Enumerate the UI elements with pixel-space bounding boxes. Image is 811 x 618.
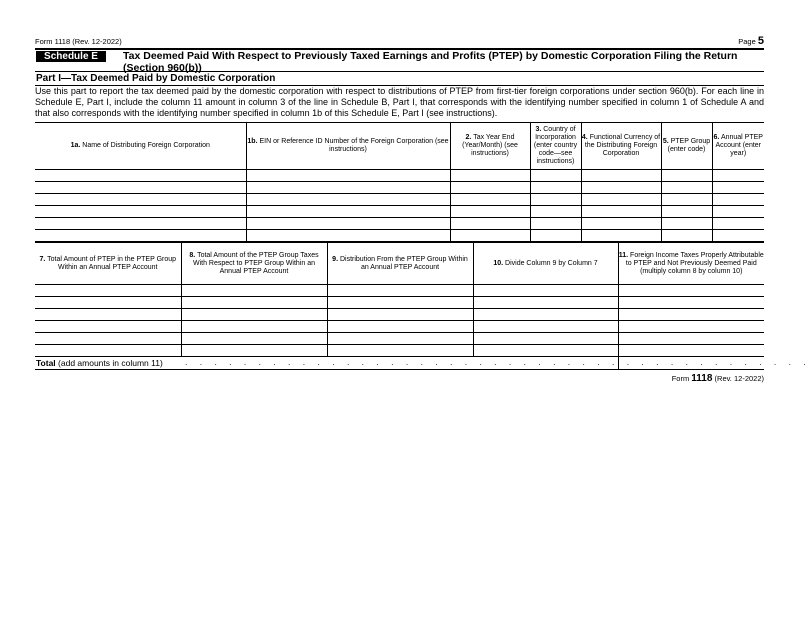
col-2-header: 2. Tax Year End (Year/Month) (see instructions) — [450, 123, 530, 170]
table-part1-columns-1-6 — [35, 122, 764, 242]
cell-input[interactable] — [246, 206, 450, 218]
cell-input[interactable] — [327, 321, 473, 333]
cell-input[interactable] — [327, 297, 473, 309]
cell-input[interactable] — [35, 206, 246, 218]
cell-input[interactable] — [473, 297, 618, 309]
col-11-header: 11. Foreign Income Taxes Properly Attributable to PTEP and Not Previously Deemed Paid (multiply column 8 by column 10) — [618, 243, 764, 285]
cell-input[interactable] — [618, 345, 764, 357]
cell-input[interactable] — [530, 218, 581, 230]
table-row — [35, 206, 764, 218]
cell-input[interactable] — [35, 309, 181, 321]
cell-input[interactable] — [246, 194, 450, 206]
col-8-header: 8. Total Amount of the PTEP Group Taxes With Respect to PTEP Group Within an Annual PTEP Account — [181, 243, 327, 285]
table-part1-columns-7-11 — [35, 242, 764, 357]
cell-input[interactable] — [327, 309, 473, 321]
cell-input[interactable] — [35, 333, 181, 345]
cell-input[interactable] — [661, 230, 712, 242]
table-row — [35, 321, 764, 333]
cell-input[interactable] — [246, 230, 450, 242]
cell-input[interactable] — [450, 170, 530, 182]
cell-input[interactable] — [661, 218, 712, 230]
cell-input[interactable] — [581, 218, 661, 230]
table2-header-row — [35, 243, 764, 285]
form-revision: Form 1118 (Rev. 12-2022) — [35, 37, 122, 46]
cell-input[interactable] — [712, 170, 764, 182]
cell-input[interactable] — [473, 345, 618, 357]
col-9-header: 9. Distribution From the PTEP Group Within an Annual PTEP Account — [327, 243, 473, 285]
total-label: Total (add amounts in column 11) — [36, 358, 163, 368]
part-header — [35, 71, 764, 86]
cell-input[interactable] — [473, 321, 618, 333]
cell-input[interactable] — [450, 230, 530, 242]
table-row — [35, 285, 764, 297]
cell-input[interactable] — [712, 230, 764, 242]
cell-input[interactable] — [246, 170, 450, 182]
cell-input[interactable] — [181, 285, 327, 297]
cell-input[interactable] — [530, 230, 581, 242]
cell-input[interactable] — [181, 297, 327, 309]
cell-input[interactable] — [712, 218, 764, 230]
cell-input[interactable] — [35, 218, 246, 230]
page-label: Page — [738, 37, 756, 46]
cell-input[interactable] — [181, 345, 327, 357]
cell-input[interactable] — [581, 170, 661, 182]
table-row — [35, 194, 764, 206]
cell-input[interactable] — [35, 285, 181, 297]
cell-input[interactable] — [618, 321, 764, 333]
cell-input[interactable] — [450, 218, 530, 230]
cell-input[interactable] — [530, 194, 581, 206]
cell-input[interactable] — [181, 321, 327, 333]
cell-input[interactable] — [246, 218, 450, 230]
cell-input[interactable] — [618, 333, 764, 345]
cell-input[interactable] — [35, 194, 246, 206]
page-number — [738, 35, 764, 47]
cell-input[interactable] — [35, 297, 181, 309]
cell-input[interactable] — [450, 206, 530, 218]
cell-input[interactable] — [473, 285, 618, 297]
col-1b-header: 1b. EIN or Reference ID Number of the Foreign Corporation (see instructions) — [246, 123, 450, 170]
table-row — [35, 297, 764, 309]
top-line — [35, 35, 764, 49]
schedule-title: Tax Deemed Paid With Respect to Previously Taxed Earnings and Profits (PTEP) by Domestic Corporation Filing the Return (Section 960(b)) — [123, 50, 738, 74]
cell-input[interactable] — [618, 297, 764, 309]
page-number-value: 5 — [757, 35, 764, 47]
cell-input[interactable] — [530, 182, 581, 194]
table-row — [35, 170, 764, 182]
cell-input[interactable] — [181, 309, 327, 321]
cell-input[interactable] — [581, 194, 661, 206]
table-row — [35, 333, 764, 345]
col-6-header: 6. Annual PTEP Account (enter year) — [712, 123, 764, 170]
cell-input[interactable] — [581, 206, 661, 218]
footer-form-number: 1118 — [691, 373, 713, 384]
total-amount-input[interactable] — [618, 357, 765, 369]
cell-input[interactable] — [581, 230, 661, 242]
cell-input[interactable] — [35, 321, 181, 333]
cell-input[interactable] — [661, 182, 712, 194]
col-7-header: 7. Total Amount of PTEP in the PTEP Group Within an Annual PTEP Account — [35, 243, 181, 285]
cell-input[interactable] — [530, 170, 581, 182]
table-row — [35, 345, 764, 357]
footer-revision: (Rev. 12-2022) — [714, 374, 764, 383]
table-row — [35, 309, 764, 321]
cell-input[interactable] — [35, 182, 246, 194]
schedule-badge: Schedule E — [36, 51, 106, 62]
col-10-header: 10. Divide Column 9 by Column 7 — [473, 243, 618, 285]
table-row — [35, 230, 764, 242]
leader-dots: . . . . . . . . . . . . . . . . . . . . . . . . . . . . . . . . . . . . . . . . . . . — [185, 357, 811, 367]
col-4-header: 4. Functional Currency of the Distributing Foreign Corporation — [581, 123, 661, 170]
cell-input[interactable] — [450, 194, 530, 206]
cell-input[interactable] — [327, 345, 473, 357]
cell-input[interactable] — [712, 182, 764, 194]
cell-input[interactable] — [661, 194, 712, 206]
instructions-text: Use this part to report the tax deemed paid by the domestic corporation with respect to distributions of PTEP from first-tier foreign corporations under section 960(b). For each line in Schedule E, Part I, include the column 11 amount in column 3 of the line in Schedule B, Part I, that corresponds with the identifying number specified in column 1 of Schedule A and that also corresponds with the identifying number specified in column 1b of this Schedule E, Part I (see instructions). — [35, 86, 764, 118]
table-row — [35, 218, 764, 230]
cell-input[interactable] — [712, 206, 764, 218]
cell-input[interactable] — [327, 285, 473, 297]
cell-input[interactable] — [473, 333, 618, 345]
form-footer — [672, 373, 764, 384]
col-3-header: 3. Country of Incorporation (enter country code—see instructions) — [530, 123, 581, 170]
cell-input[interactable] — [35, 170, 246, 182]
total-row — [35, 357, 811, 370]
cell-input[interactable] — [661, 170, 712, 182]
footer-form-label: Form — [671, 374, 690, 383]
cell-input[interactable] — [35, 345, 181, 357]
cell-input[interactable] — [473, 309, 618, 321]
table-row — [35, 182, 764, 194]
cell-input[interactable] — [181, 333, 327, 345]
cell-input[interactable] — [712, 194, 764, 206]
cell-input[interactable] — [581, 182, 661, 194]
part-title: Part I—Tax Deemed Paid by Domestic Corporation — [36, 73, 276, 84]
cell-input[interactable] — [661, 206, 712, 218]
cell-input[interactable] — [450, 182, 530, 194]
cell-input[interactable] — [618, 285, 764, 297]
cell-input[interactable] — [327, 333, 473, 345]
col-5-header: 5. PTEP Group (enter code) — [661, 123, 712, 170]
table1-header-row — [35, 123, 764, 170]
cell-input[interactable] — [618, 309, 764, 321]
col-1a-header: 1a. Name of Distributing Foreign Corporation — [35, 123, 246, 170]
cell-input[interactable] — [530, 206, 581, 218]
cell-input[interactable] — [246, 182, 450, 194]
cell-input[interactable] — [35, 230, 246, 242]
